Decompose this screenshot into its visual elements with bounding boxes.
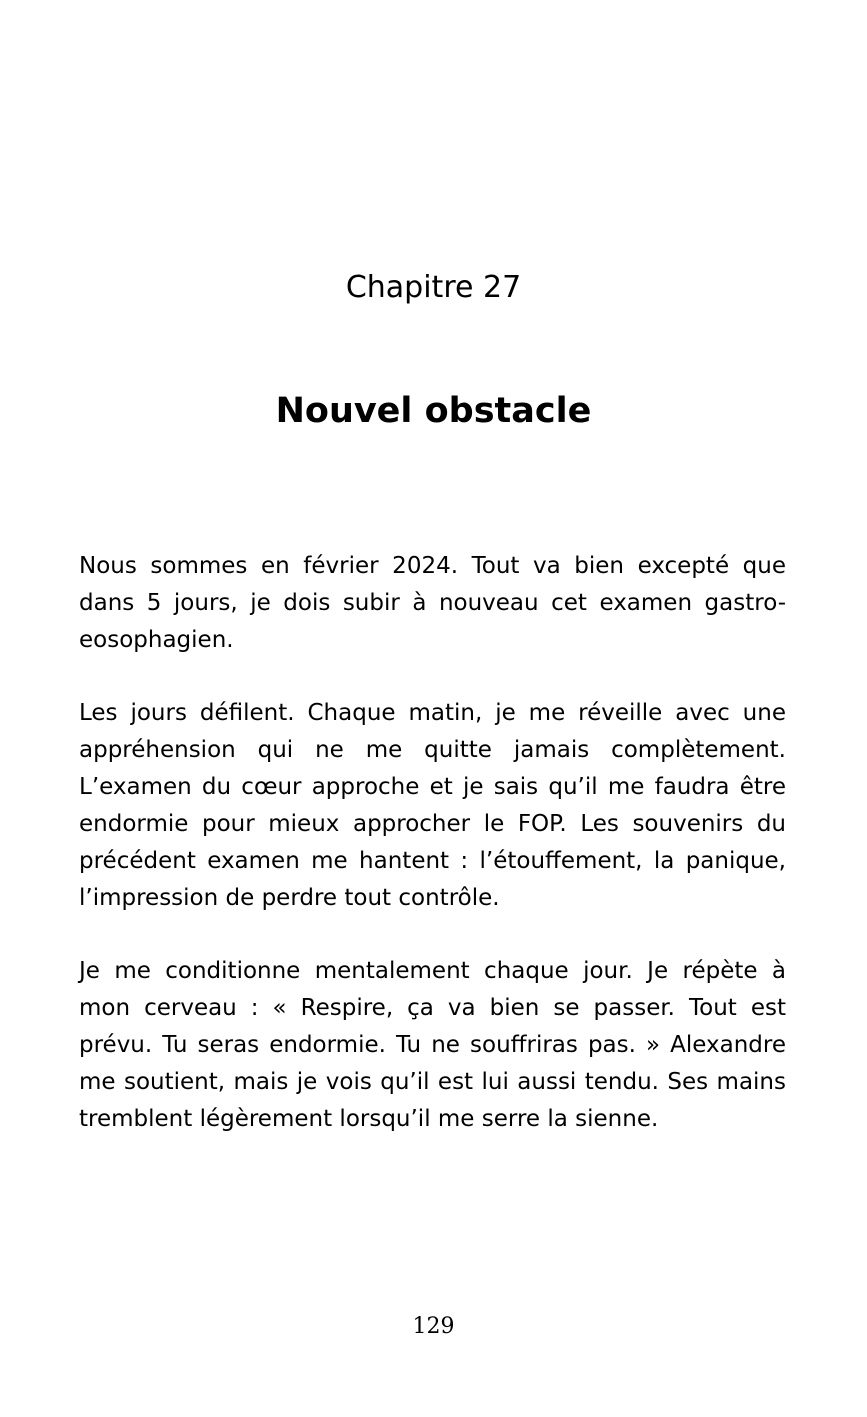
- chapter-title: Nouvel obstacle: [275, 391, 592, 431]
- chapter-number: Chapitre 27: [345, 270, 522, 305]
- page-number: 129: [412, 1314, 455, 1339]
- paragraph: Les jours défilent. Chaque matin, je me réveille avec une appréhension qui ne me quitte jamais complètement. L’examen du cœur approche et je sais qu’il me faudra être endormie pour mieux approcher le FOP. Les souvenirs du précédent examen me hantent : l’étouffement, la panique, l’impression de perdre tout contrôle.: [79, 700, 786, 911]
- paragraph: Je me conditionne mentalement chaque jour. Je répète à mon cerveau : « Respire, ça va bien se passer. Tout est prévu. Tu seras endormie. Tu ne souffriras pas. » Alexandre me soutient, mais je vois qu’il est lui aussi tendu. Ses mains tremblent légèrement lorsqu’il me serre la sienne.: [79, 958, 786, 1132]
- chapter-body: [79, 548, 786, 1174]
- paragraph: Nous sommes en février 2024. Tout va bien excepté que dans 5 jours, je dois subir à nouveau cet examen gastro-eosophagien.: [79, 553, 786, 653]
